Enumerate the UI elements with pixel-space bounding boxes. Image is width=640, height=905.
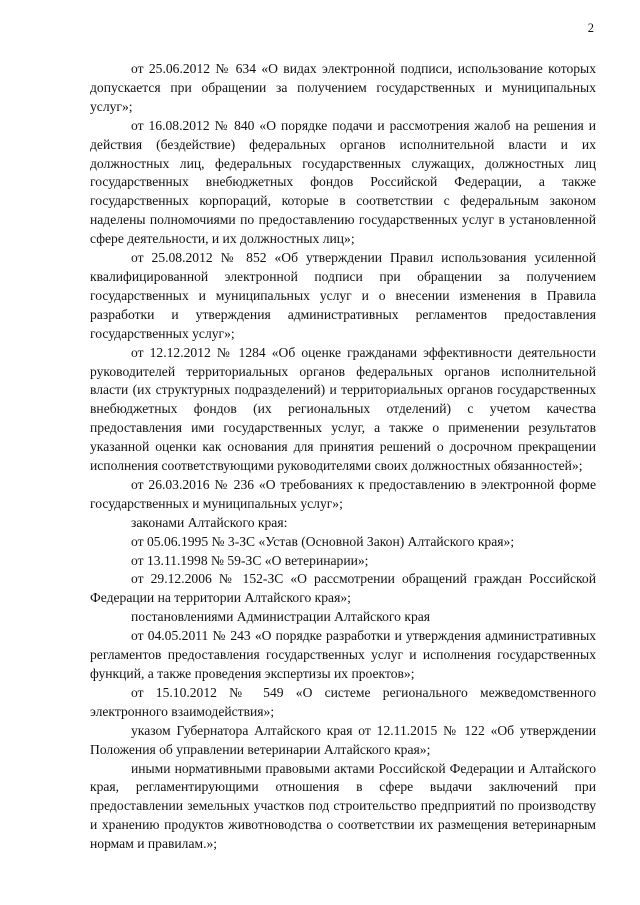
paragraph-resolution-243: от 04.05.2011 № 243 «О порядке разработки и утверждения административных регламентов предоставления государственных услуг и исполнения государственных функций, а также проведения экспертизы их проектов»; xyxy=(90,628,596,681)
paragraph-resolution-549: от 15.10.2012 № 549 «О системе регионального межведомственного электронного взаимодействия»; xyxy=(90,684,596,719)
paragraph-law-59-zs: от 13.11.1998 № 59-ЗС «О ветеринарии»; xyxy=(131,552,369,568)
paragraph-administration-resolutions-heading: постановлениями Администрации Алтайского края xyxy=(131,609,431,625)
paragraph-other-regulations: иными нормативными правовыми актами Российской Федерации и Алтайского края, регламентирующими отношения в сфере выдачи заключений при предоставлении земельных участков под строительство предприятий по производству и хранению продуктов животноводства о соответствии их размещения ветеринарным нормам и правилам.»; xyxy=(90,760,596,852)
paragraph-decree-840: от 16.08.2012 № 840 «О порядке подачи и рассмотрения жалоб на решения и действия (бездействие) федеральных органов исполнительной власти и их должностных лиц, федеральных государственных служащих, должностных лиц государственных внебюджетных фондов Российской Федерации, а также государственных корпораций, которые в соответствии с федеральным законом наделены полномочиями по предоставлению государственных услуг в установленной сфере деятельности, и их должностных лиц»; xyxy=(90,117,596,247)
paragraph-decree-634: от 25.06.2012 № 634 «О видах электронной подписи, использование которых допускается при обращении за получением государственных и муниципальных услуг»; xyxy=(90,61,596,114)
paragraph-decree-852: от 25.08.2012 № 852 «Об утверждении Правил использования усиленной квалифицированной электронной подписи при обращении за получением государственных и муниципальных услуг и о внесении изменения в Правила разработки и утверждения административных регламентов предоставления государственных услуг»; xyxy=(90,250,596,341)
paragraph-decree-1284: от 12.12.2012 № 1284 «Об оценке гражданами эффективности деятельности руководителей территориальных органов федеральных органов исполнительной власти (их структурных подразделений) и территориальных органов государственных внебюджетных фондов (их региональных отделений) с учетом качества предоставления ими государственных услуг, а также о применении результатов указанной оценки как основания для принятия решений о досрочном прекращении исполнения соответствующими руководителями своих должностных обязанностей»; xyxy=(90,344,596,474)
paragraph-law-3-zs: от 05.06.1995 № 3-ЗС «Устав (Основной Закон) Алтайского края»; xyxy=(131,533,515,549)
document-body xyxy=(90,60,596,854)
paragraph-governor-decree-122: указом Губернатора Алтайского края от 12.11.2015 № 122 «Об утверждении Положения об управлении ветеринарии Алтайского края»; xyxy=(90,722,596,757)
paragraph-law-152-zs: от 29.12.2006 № 152-ЗС «О рассмотрении обращений граждан Российской Федерации на территории Алтайского края»; xyxy=(90,571,596,606)
paragraph-decree-236: от 26.03.2016 № 236 «О требованиях к предоставлению в электронной форме государственных и муниципальных услуг»; xyxy=(90,476,596,511)
paragraph-altai-laws-heading: законами Алтайского края: xyxy=(131,514,288,530)
page-number: 2 xyxy=(587,21,594,35)
